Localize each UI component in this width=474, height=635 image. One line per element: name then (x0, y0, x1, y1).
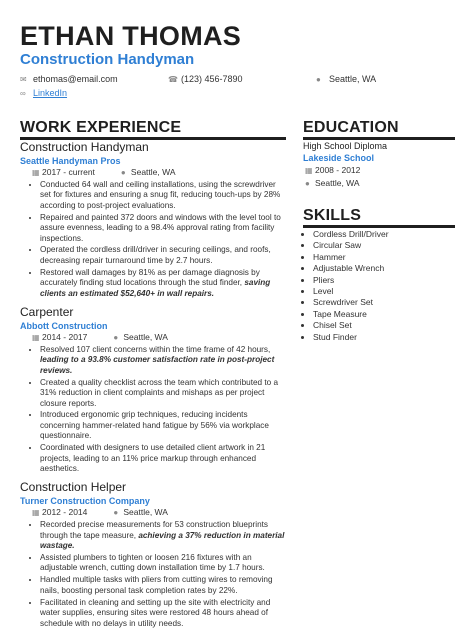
education-school: Lakeside School (303, 153, 375, 163)
job-bullet: • Coordinated with designers to use detailed client artwork in 21 projects, leading to an 11% price markup through enhanced aesthetics. (40, 443, 286, 474)
calendar-icon: ▦ (32, 332, 40, 342)
job-bullets (20, 180, 286, 299)
education-degree: High School Diploma (303, 141, 388, 151)
skill-item: • Stud Finder (313, 332, 455, 343)
skills-section (303, 229, 455, 343)
job-bullet: • Resolved 107 client concerns within the time frame of 42 hours, leading to a 93.8% customer satisfaction rate in post-project reviews. (40, 345, 286, 376)
job-bullet: • Facilitated in cleaning and setting up the site with electricity and water supplies, ensuring sites were restored 48 hours ahead of schedule with no delays in utility needs. (40, 598, 286, 629)
job-bullet: • Repaired and painted 372 doors and windows with the level tool to assure evenness, leading to a 98.4% approval rating from facility inspections. (40, 213, 286, 244)
job-location: Seattle, WA (123, 331, 168, 342)
skill-item: • Cordless Drill/Driver (313, 229, 455, 240)
job-title: Carpenter (20, 304, 74, 319)
job-title: Construction Handyman (20, 140, 149, 154)
job-bullet: • Conducted 64 wall and ceiling installations, using the screwdriver set for fixtures and ensuring a snug fit, reducing touch-ups by 28% according to post-project evaluations. (40, 180, 286, 211)
job-location: Seattle, WA (130, 167, 176, 177)
job-bullet: • Assisted plumbers to tighten or loosen 216 fixtures with an adjustable wrench, cutting down installation time by 1.7 hours. (40, 553, 286, 574)
skills-heading: SKILLS (303, 207, 362, 224)
skills-heading-rule (303, 225, 455, 228)
calendar-icon: ▦ (32, 508, 40, 518)
phone-text: (123) 456-7890 (181, 74, 243, 84)
calendar-icon: ▦ (305, 166, 313, 175)
job-entry (20, 305, 286, 474)
job-company: Seattle Handyman Pros (20, 156, 121, 166)
job-dates: 2012 - 2014 (42, 507, 88, 518)
map-pin-icon: ● (113, 332, 119, 342)
link-icon: ∞ (20, 89, 26, 98)
education-section (303, 140, 455, 190)
phone-icon: ☎ (168, 75, 178, 84)
email-text: ethomas@email.com (33, 74, 118, 84)
work-experience-heading: WORK EXPERIENCE (20, 119, 182, 136)
job-bullet: • Created a quality checklist across the team which contributed to a 31% reduction in client complaints and mishaps as per project closure reports. (40, 378, 286, 409)
contact-phone (168, 73, 243, 86)
map-pin-icon: ● (120, 168, 126, 177)
candidate-role: Construction Handyman (20, 51, 195, 68)
job-bullets (20, 520, 286, 629)
skill-item: • Level (313, 286, 455, 297)
education-dates-row (305, 164, 455, 177)
candidate-name: ETHAN THOMAS (20, 21, 242, 51)
job-meta (32, 167, 286, 178)
job-company: Turner Construction Company (20, 496, 150, 507)
skill-item: • Screwdriver Set (313, 297, 455, 308)
linkedin-link[interactable]: LinkedIn (33, 88, 68, 98)
job-bullet: • Restored wall damages by 81% as per damage diagnosis by accurately finding stud locations through the stud finder, saving clients an estimated $52,640+ in wall repairs. (40, 268, 286, 299)
skill-item: • Pliers (313, 275, 455, 286)
calendar-icon: ▦ (32, 168, 40, 177)
job-company: Abbott Construction (20, 320, 108, 331)
location-text: Seattle, WA (329, 74, 377, 84)
skill-item: • Chisel Set (313, 320, 455, 331)
contact-location (316, 73, 376, 86)
skills-list (303, 229, 455, 343)
work-experience-section (20, 140, 286, 635)
education-location: Seattle, WA (315, 178, 360, 188)
education-heading: EDUCATION (303, 119, 399, 136)
job-entry (20, 140, 286, 299)
skill-item: • Adjustable Wrench (313, 263, 455, 274)
job-meta (32, 332, 286, 343)
skill-item: • Circular Saw (313, 240, 455, 251)
map-pin-icon: ● (305, 179, 310, 188)
education-dates: 2008 - 2012 (315, 165, 361, 175)
job-title: Construction Helper (20, 480, 127, 495)
envelope-icon: ✉ (20, 75, 27, 84)
job-bullet: • Handled multiple tasks with pliers from cutting wires to removing nails, boosting personal task completion rates by 22%. (40, 575, 286, 596)
map-pin-icon: ● (113, 508, 119, 518)
job-bullet: • Recorded precise measurements for 53 construction blueprints through the tape measure, achieving a 37% reduction in material wastage. (40, 520, 286, 551)
job-entry (20, 480, 286, 629)
job-location: Seattle, WA (123, 507, 168, 518)
job-bullet: • Operated the cordless drill/driver in securing ceilings, and roofs, decreasing repair turnaround time by 2.7 hours. (40, 245, 286, 266)
job-dates: 2014 - 2017 (42, 331, 88, 342)
job-dates: 2017 - current (42, 167, 95, 177)
job-meta (32, 507, 286, 518)
job-bullets (20, 345, 286, 474)
skill-item: • Hammer (313, 252, 455, 263)
job-bullet: • Introduced ergonomic grip techniques, reducing incidents concerning hammer-related hand fatigue by 56% via workplace questionnaire. (40, 410, 286, 441)
contact-linkedin (20, 87, 67, 100)
skill-item: • Tape Measure (313, 309, 455, 320)
map-pin-icon: ● (316, 75, 321, 84)
education-location-row (305, 177, 455, 190)
contact-email (20, 73, 118, 86)
